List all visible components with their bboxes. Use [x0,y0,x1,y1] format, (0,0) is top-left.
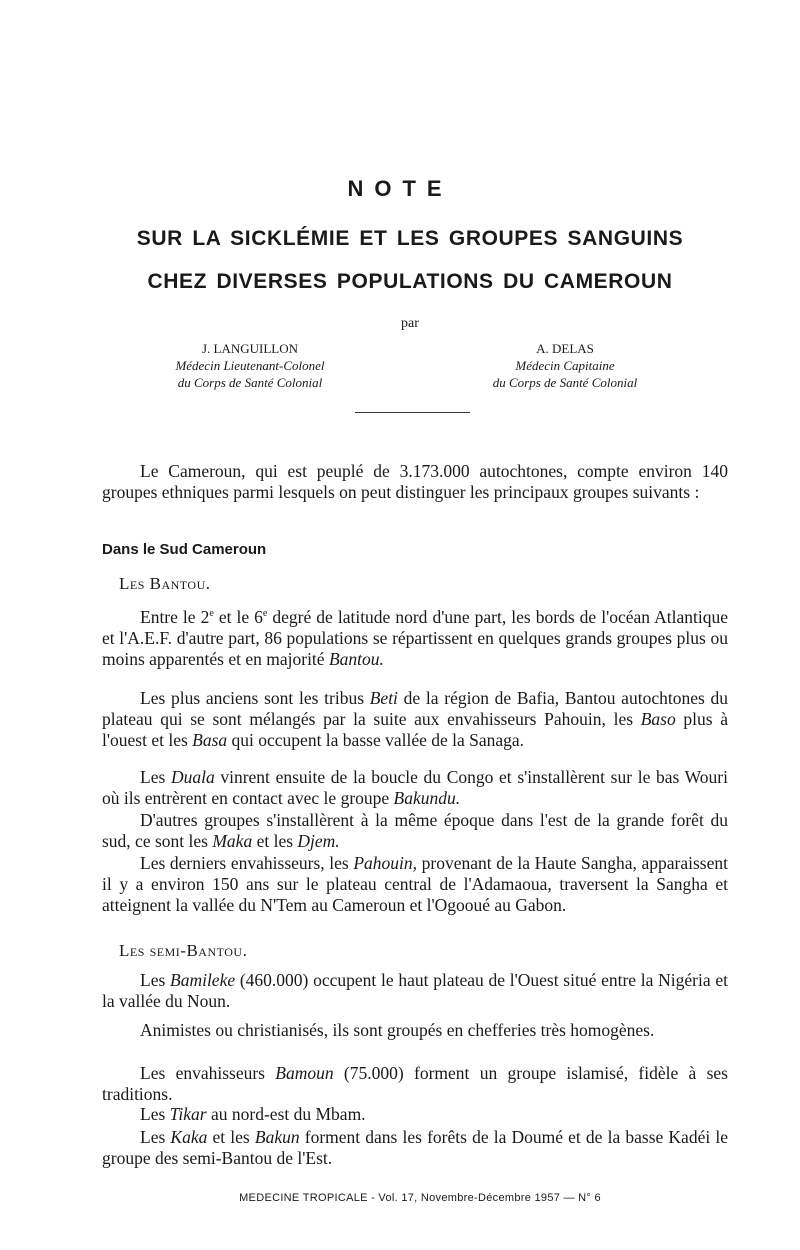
intro-paragraph: Le Cameroun, qui est peuplé de 3.173.000 autochtones, compte environ 140 groupes ethniques parmi lesquels on peut distinguer les principaux groupes suivants : [102,461,728,502]
author-rank: Médecin Capitaine [515,358,615,373]
author-name: J. LANGUILLON [201,341,299,356]
by-label: par [401,316,419,331]
paragraph-bantou-5: Les derniers envahisseurs, les Pahouin, provenant de la Haute Sangha, apparaissent il y a environ 150 ans sur le plateau central de l'Adamaoua, traversent la Sangha et atteignent la vallée du N'Tem au Cameroun et l'Ogooué au Gabon. [102,853,728,915]
article-title-line-2: CHEZ DIVERSES POPULATIONS DU CAMEROUN [147,270,673,293]
paragraph-semi-bantou-2: Animistes ou christianisés, ils sont groupés en chefferies très homogènes. [140,1020,655,1040]
author-block-2 [435,340,695,391]
article-title-line-1: SUR LA SICKLÉMIE ET LES GROUPES SANGUINS [136,227,684,250]
journal-footer: MEDECINE TROPICALE - Vol. 17, Novembre-Décembre 1957 — N° 6 [239,1192,601,1204]
author-affiliation: du Corps de Santé Colonial [492,375,638,390]
subsection-heading-bantou: Les Bantou. [119,574,211,593]
paragraph-semi-bantou-1: Les Bamileke (460.000) occupent le haut plateau de l'Ouest situé entre la Nigéria et la vallée du Noun. [102,970,728,1011]
author-block-1 [120,340,380,391]
author-rank: Médecin Lieutenant-Colonel [175,358,325,373]
paragraph-semi-bantou-5: Les Kaka et les Bakun forment dans les forêts de la Doumé et de la basse Kadéi le groupe des semi-Bantou de l'Est. [102,1127,728,1168]
paragraph-bantou-2: Les plus anciens sont les tribus Beti de la région de Bafia, Bantou autochtones du plateau qui se sont mélangés par la suite aux envahisseurs Pahouin, les Baso plus à l'ouest et les Basa qui occupent la basse vallée de la Sanaga. [102,688,728,750]
subsection-heading-semi-bantou: Les semi-Bantou. [119,941,248,960]
paragraph-bantou-1: Entre le 2e et le 6e degré de latitude nord d'une part, les bords de l'océan Atlantique et l'A.E.F. d'autre part, 86 populations se répartissent en quelques grands groupes plus ou moins apparentés et en majorité Bantou. [102,606,728,669]
paragraph-bantou-4: D'autres groupes s'installèrent à la même époque dans l'est de la grande forêt du sud, ce sont les Maka et les Djem. [102,810,728,851]
paragraph-semi-bantou-3: Les envahisseurs Bamoun (75.000) forment un groupe islamisé, fidèle à ses traditions. [102,1063,728,1104]
separator-rule [355,412,470,413]
note-heading: NOTE [347,176,453,201]
section-heading: Dans le Sud Cameroun [102,541,267,558]
paragraph-bantou-3: Les Duala vinrent ensuite de la boucle du Congo et s'installèrent sur le bas Wouri où ils entrèrent en contact avec le groupe Bakundu. [102,767,728,808]
paragraph-semi-bantou-4: Les Tikar au nord-est du Mbam. [140,1104,366,1124]
author-name: A. DELAS [536,341,594,356]
author-affiliation: du Corps de Santé Colonial [177,375,323,390]
